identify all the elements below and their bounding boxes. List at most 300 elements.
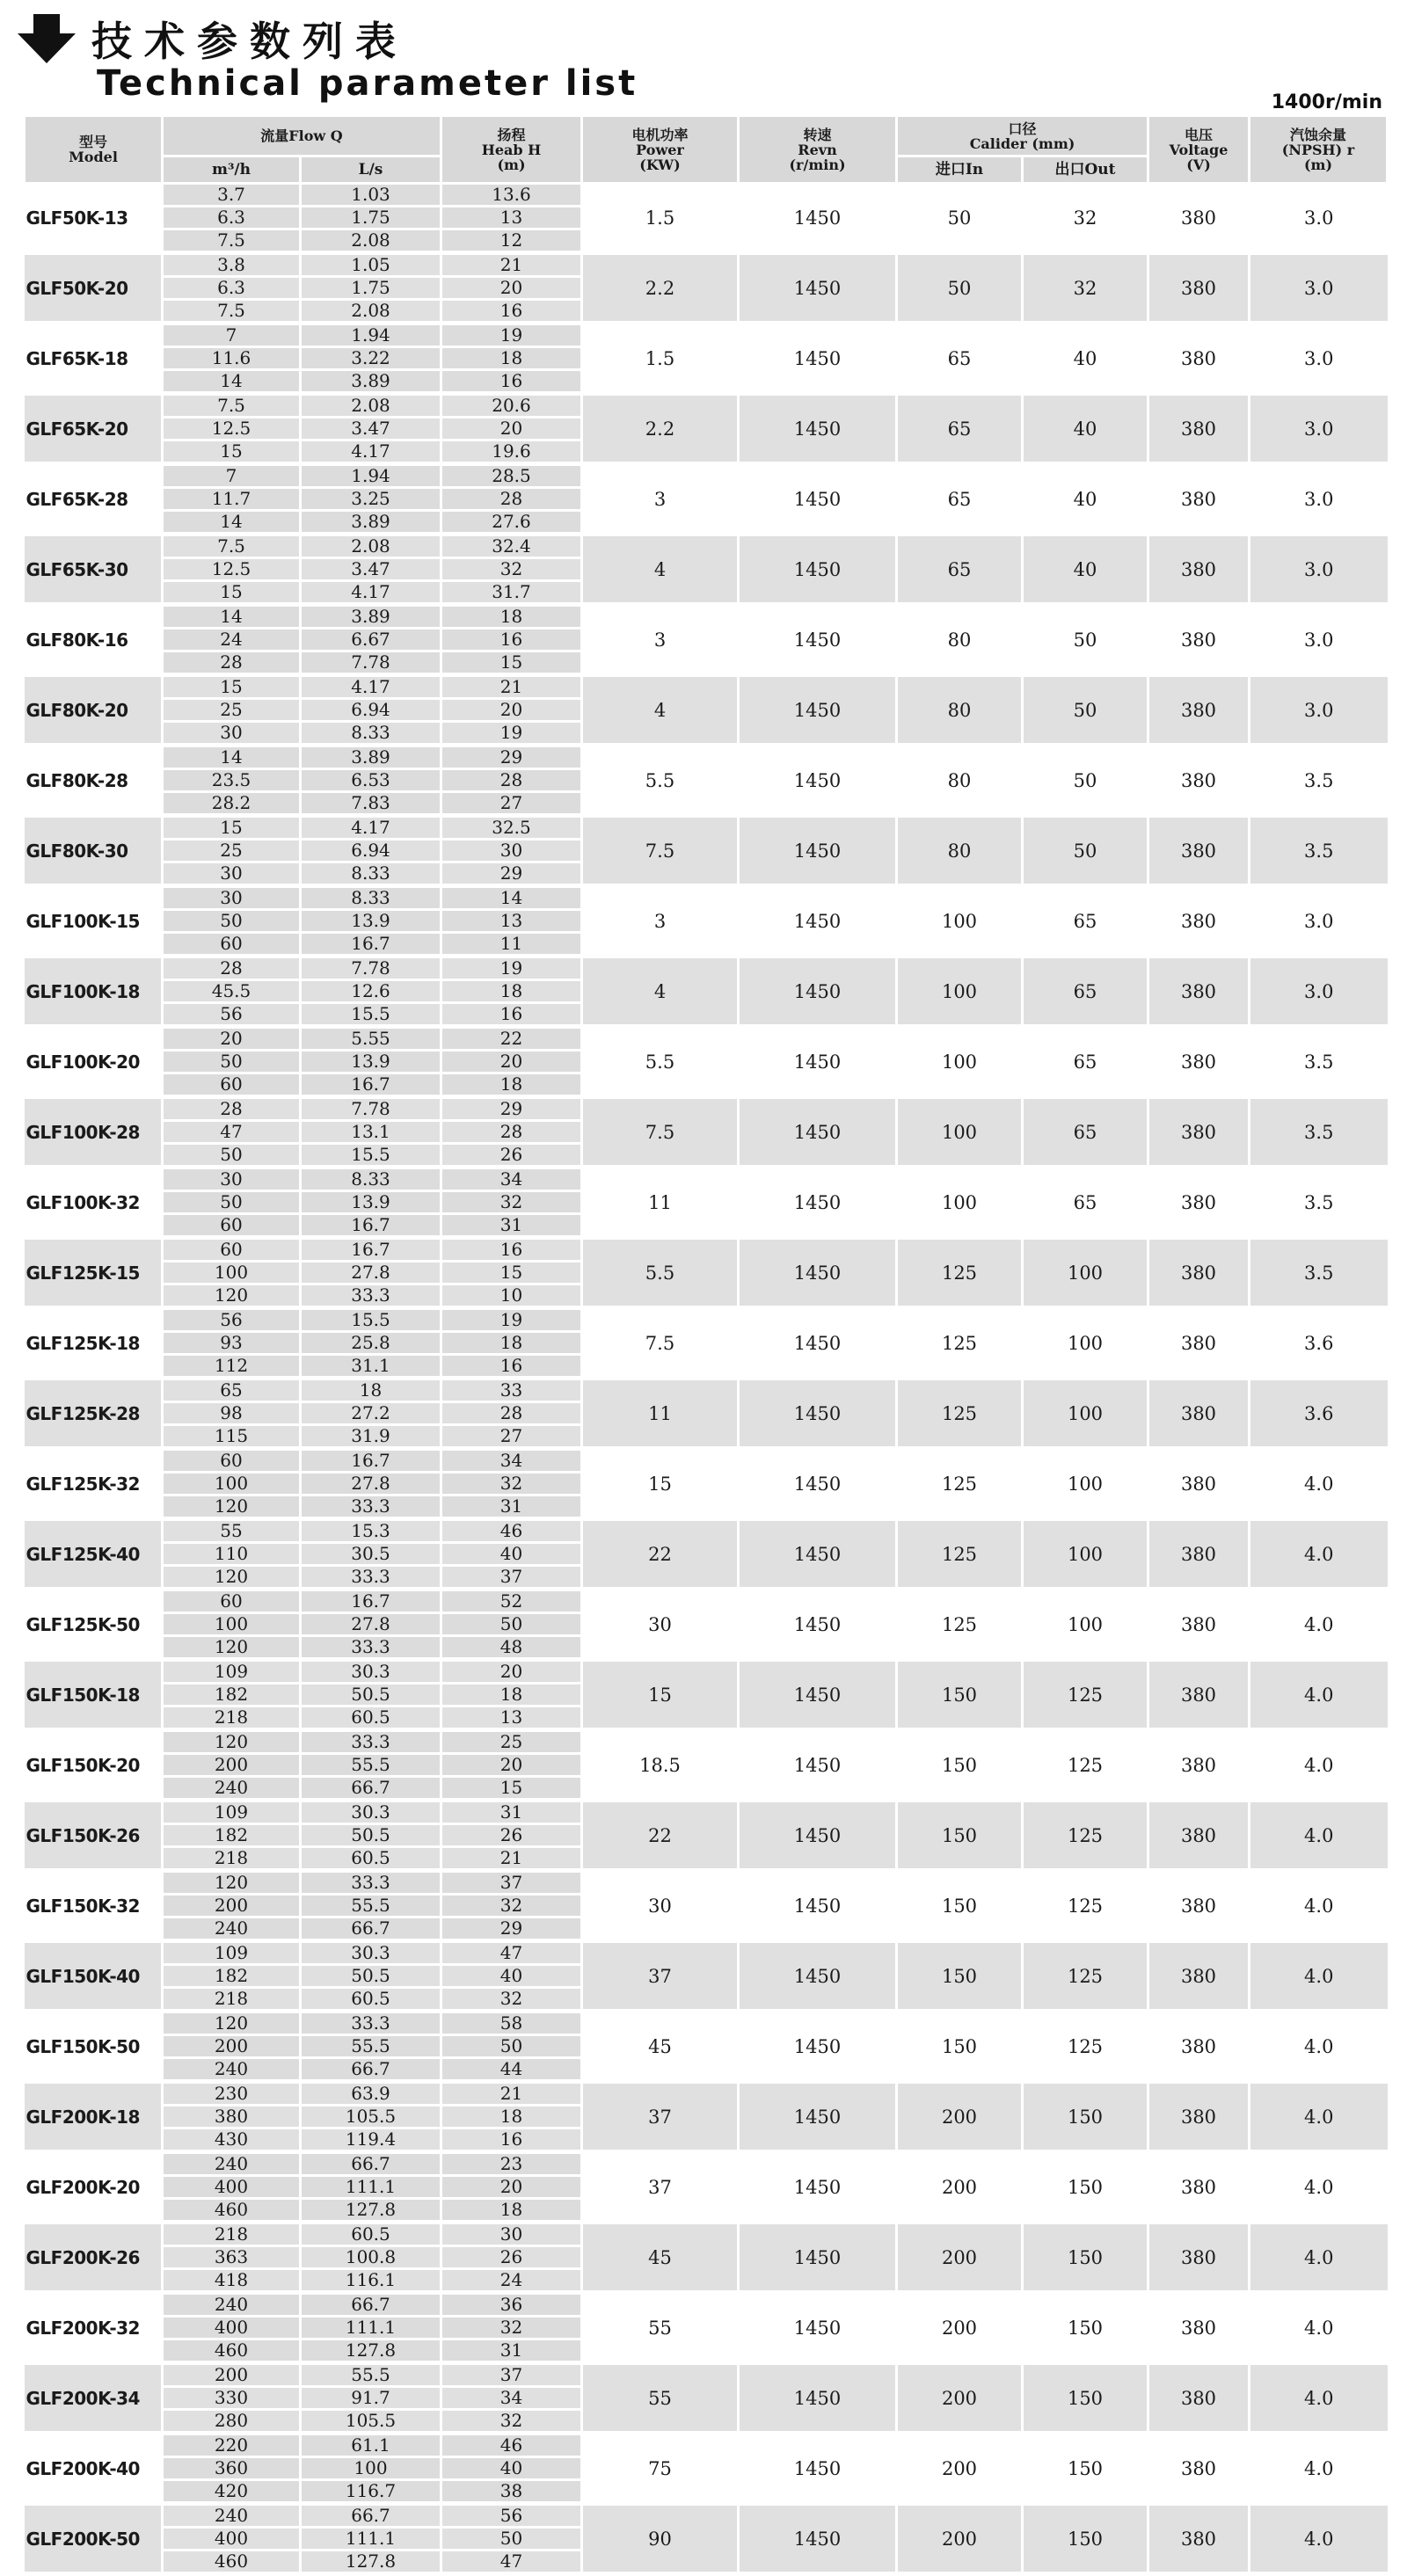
- voltage-cell: 380: [1148, 886, 1250, 957]
- outlet-cell: 50: [1023, 816, 1148, 886]
- speed-note: 1400r/min: [1271, 91, 1382, 113]
- speed-cell: 1450: [739, 816, 897, 886]
- speed-cell: 1450: [739, 464, 897, 535]
- speed-cell: 1450: [739, 1097, 897, 1168]
- flow-ls-cell: 2.08: [301, 300, 441, 324]
- table-row: [25, 1590, 1388, 1613]
- outlet-cell: 150: [1023, 2152, 1148, 2223]
- flow-m3h-cell: 120: [163, 1566, 301, 1590]
- flow-ls-cell: 55.5: [301, 1754, 441, 1777]
- inlet-cell: 80: [897, 746, 1023, 816]
- head-cell: 16: [441, 1355, 582, 1379]
- model-cell: GLF125K-18: [25, 1308, 163, 1379]
- npsh-cell: 3.0: [1250, 184, 1388, 253]
- head-cell: 19: [441, 957, 582, 980]
- npsh-cell: 3.0: [1250, 886, 1388, 957]
- power-cell: 5.5: [582, 746, 739, 816]
- table-row: [25, 1238, 1388, 1262]
- flow-m3h-cell: 182: [163, 1824, 301, 1847]
- head-cell: 24: [441, 2269, 582, 2293]
- head-cell: 20: [441, 2176, 582, 2199]
- table-row: [25, 2152, 1388, 2176]
- head-cell: 33: [441, 1379, 582, 1402]
- head-cell: 10: [441, 1284, 582, 1308]
- flow-m3h-cell: 400: [163, 2317, 301, 2340]
- flow-m3h-cell: 109: [163, 1801, 301, 1824]
- model-cell: GLF65K-28: [25, 464, 163, 535]
- npsh-cell: 3.5: [1250, 1097, 1388, 1168]
- head-cell: 12: [441, 229, 582, 253]
- speed-cell: 1450: [739, 184, 897, 253]
- outlet-cell: 100: [1023, 1449, 1148, 1519]
- flow-ls-cell: 13.9: [301, 1191, 441, 1214]
- voltage-cell: 380: [1148, 2082, 1250, 2152]
- flow-m3h-cell: 15: [163, 816, 301, 840]
- flow-ls-cell: 4.17: [301, 581, 441, 605]
- head-cell: 13: [441, 1706, 582, 1730]
- flow-ls-cell: 2.08: [301, 229, 441, 253]
- flow-m3h-cell: 60: [163, 933, 301, 957]
- flow-ls-cell: 16.7: [301, 1590, 441, 1613]
- head-cell: 40: [441, 2457, 582, 2480]
- speed-cell: 1450: [739, 1871, 897, 1941]
- head-cell: 19: [441, 722, 582, 746]
- flow-ls-cell: 2.08: [301, 535, 441, 558]
- flow-ls-cell: 2.08: [301, 394, 441, 418]
- flow-m3h-cell: 218: [163, 1847, 301, 1871]
- flow-m3h-cell: 56: [163, 1003, 301, 1027]
- head-cell: 50: [441, 2035, 582, 2058]
- flow-ls-cell: 33.3: [301, 1495, 441, 1519]
- head-cell: 28: [441, 769, 582, 792]
- flow-ls-cell: 100.8: [301, 2246, 441, 2269]
- npsh-cell: 4.0: [1250, 2012, 1388, 2082]
- table-row: [25, 2504, 1388, 2528]
- flow-ls-cell: 105.5: [301, 2410, 441, 2434]
- flow-m3h-cell: 11.7: [163, 488, 301, 511]
- table-row: [25, 184, 1388, 207]
- flow-m3h-cell: 20: [163, 1027, 301, 1051]
- voltage-cell: 380: [1148, 324, 1250, 394]
- flow-m3h-cell: 240: [163, 1777, 301, 1801]
- speed-cell: 1450: [739, 1027, 897, 1097]
- npsh-cell: 4.0: [1250, 2363, 1388, 2434]
- head-cell: 15: [441, 651, 582, 675]
- flow-ls-cell: 55.5: [301, 2363, 441, 2387]
- head-cell: 18: [441, 605, 582, 629]
- head-cell: 27: [441, 1425, 582, 1449]
- flow-m3h-cell: 60: [163, 1590, 301, 1613]
- model-cell: GLF65K-18: [25, 324, 163, 394]
- outlet-cell: 65: [1023, 957, 1148, 1027]
- head-cell: 34: [441, 1168, 582, 1191]
- flow-m3h-cell: 45.5: [163, 980, 301, 1003]
- voltage-cell: 380: [1148, 1590, 1250, 1660]
- head-cell: 18: [441, 980, 582, 1003]
- npsh-cell: 4.0: [1250, 2223, 1388, 2293]
- speed-cell: 1450: [739, 886, 897, 957]
- head-cell: 20.6: [441, 394, 582, 418]
- head-cell: 26: [441, 1824, 582, 1847]
- head-cell: 47: [441, 2551, 582, 2574]
- table-row: [25, 1801, 1388, 1824]
- speed-cell: 1450: [739, 675, 897, 746]
- flow-ls-cell: 16.7: [301, 1214, 441, 1238]
- flow-m3h-cell: 120: [163, 2012, 301, 2035]
- inlet-cell: 125: [897, 1379, 1023, 1449]
- speed-cell: 1450: [739, 2082, 897, 2152]
- npsh-cell: 3.0: [1250, 535, 1388, 605]
- outlet-cell: 150: [1023, 2434, 1148, 2504]
- voltage-cell: 380: [1148, 1308, 1250, 1379]
- flow-ls-cell: 3.89: [301, 511, 441, 535]
- outlet-cell: 125: [1023, 1941, 1148, 2012]
- flow-ls-cell: 63.9: [301, 2082, 441, 2106]
- voltage-cell: 380: [1148, 816, 1250, 886]
- flow-m3h-cell: 50: [163, 1191, 301, 1214]
- flow-m3h-cell: 120: [163, 1284, 301, 1308]
- head-cell: 16: [441, 2128, 582, 2152]
- flow-m3h-cell: 363: [163, 2246, 301, 2269]
- flow-m3h-cell: 30: [163, 722, 301, 746]
- head-cell: 34: [441, 1449, 582, 1473]
- title-row: [18, 12, 408, 65]
- outlet-cell: 65: [1023, 1168, 1148, 1238]
- model-cell: GLF200K-50: [25, 2504, 163, 2574]
- head-cell: 32: [441, 2410, 582, 2434]
- outlet-cell: 125: [1023, 1871, 1148, 1941]
- power-cell: 30: [582, 1871, 739, 1941]
- header-model: 型号 Model: [25, 116, 163, 184]
- voltage-cell: 380: [1148, 2434, 1250, 2504]
- voltage-cell: 380: [1148, 746, 1250, 816]
- speed-cell: 1450: [739, 746, 897, 816]
- power-cell: 15: [582, 1449, 739, 1519]
- flow-m3h-cell: 240: [163, 2152, 301, 2176]
- header-flow-m3h: m³/h: [163, 156, 301, 184]
- title-chinese: 技术参数列表: [91, 18, 408, 65]
- flow-ls-cell: 7.78: [301, 651, 441, 675]
- inlet-cell: 80: [897, 675, 1023, 746]
- head-cell: 32: [441, 558, 582, 581]
- flow-ls-cell: 33.3: [301, 2012, 441, 2035]
- flow-ls-cell: 66.7: [301, 1777, 441, 1801]
- voltage-cell: 380: [1148, 1168, 1250, 1238]
- table-row: [25, 1308, 1388, 1332]
- speed-cell: 1450: [739, 1379, 897, 1449]
- flow-m3h-cell: 120: [163, 1871, 301, 1895]
- head-cell: 21: [441, 253, 582, 277]
- head-cell: 18: [441, 1332, 582, 1355]
- power-cell: 7.5: [582, 1097, 739, 1168]
- inlet-cell: 125: [897, 1308, 1023, 1379]
- inlet-cell: 50: [897, 253, 1023, 324]
- flow-ls-cell: 6.67: [301, 629, 441, 651]
- head-cell: 13: [441, 910, 582, 933]
- model-cell: GLF150K-26: [25, 1801, 163, 1871]
- flow-ls-cell: 13.9: [301, 910, 441, 933]
- flow-m3h-cell: 65: [163, 1379, 301, 1402]
- flow-m3h-cell: 7: [163, 464, 301, 488]
- head-cell: 26: [441, 1144, 582, 1168]
- flow-ls-cell: 66.7: [301, 2293, 441, 2317]
- table-row: [25, 816, 1388, 840]
- flow-ls-cell: 16.7: [301, 1073, 441, 1097]
- head-cell: 52: [441, 1590, 582, 1613]
- flow-m3h-cell: 11.6: [163, 347, 301, 370]
- voltage-cell: 380: [1148, 605, 1250, 675]
- head-cell: 23: [441, 2152, 582, 2176]
- flow-m3h-cell: 112: [163, 1355, 301, 1379]
- flow-m3h-cell: 60: [163, 1449, 301, 1473]
- head-cell: 19: [441, 324, 582, 347]
- head-cell: 38: [441, 2480, 582, 2504]
- model-cell: GLF100K-20: [25, 1027, 163, 1097]
- outlet-cell: 40: [1023, 394, 1148, 464]
- speed-cell: 1450: [739, 1238, 897, 1308]
- speed-cell: 1450: [739, 1449, 897, 1519]
- flow-ls-cell: 27.2: [301, 1402, 441, 1425]
- inlet-cell: 65: [897, 464, 1023, 535]
- model-cell: GLF200K-26: [25, 2223, 163, 2293]
- outlet-cell: 150: [1023, 2082, 1148, 2152]
- flow-ls-cell: 4.17: [301, 440, 441, 464]
- flow-m3h-cell: 23.5: [163, 769, 301, 792]
- speed-cell: 1450: [739, 2012, 897, 2082]
- flow-ls-cell: 1.75: [301, 207, 441, 229]
- head-cell: 18: [441, 1684, 582, 1706]
- head-cell: 31: [441, 1495, 582, 1519]
- power-cell: 55: [582, 2363, 739, 2434]
- outlet-cell: 65: [1023, 886, 1148, 957]
- head-cell: 18: [441, 2199, 582, 2223]
- power-cell: 45: [582, 2012, 739, 2082]
- model-cell: GLF50K-13: [25, 184, 163, 253]
- header-inlet: 进口In: [897, 156, 1023, 184]
- flow-ls-cell: 8.33: [301, 1168, 441, 1191]
- flow-m3h-cell: 280: [163, 2410, 301, 2434]
- voltage-cell: 380: [1148, 957, 1250, 1027]
- outlet-cell: 40: [1023, 535, 1148, 605]
- flow-ls-cell: 8.33: [301, 862, 441, 886]
- flow-m3h-cell: 100: [163, 1473, 301, 1495]
- head-cell: 46: [441, 2434, 582, 2457]
- table-row: [25, 464, 1388, 488]
- npsh-cell: 4.0: [1250, 1590, 1388, 1660]
- head-cell: 21: [441, 2082, 582, 2106]
- voltage-cell: 380: [1148, 2152, 1250, 2223]
- flow-m3h-cell: 230: [163, 2082, 301, 2106]
- voltage-cell: 380: [1148, 675, 1250, 746]
- table-row: [25, 1379, 1388, 1402]
- head-cell: 30: [441, 2223, 582, 2246]
- inlet-cell: 150: [897, 1941, 1023, 2012]
- head-cell: 16: [441, 629, 582, 651]
- flow-m3h-cell: 55: [163, 1519, 301, 1543]
- flow-ls-cell: 105.5: [301, 2106, 441, 2128]
- head-cell: 26: [441, 2246, 582, 2269]
- model-cell: GLF80K-20: [25, 675, 163, 746]
- outlet-cell: 150: [1023, 2293, 1148, 2363]
- npsh-cell: 4.0: [1250, 1801, 1388, 1871]
- head-cell: 46: [441, 1519, 582, 1543]
- flow-ls-cell: 16.7: [301, 1449, 441, 1473]
- model-cell: GLF125K-28: [25, 1379, 163, 1449]
- head-cell: 28: [441, 1402, 582, 1425]
- head-cell: 16: [441, 370, 582, 394]
- power-cell: 55: [582, 2293, 739, 2363]
- flow-ls-cell: 50.5: [301, 1684, 441, 1706]
- head-cell: 30: [441, 840, 582, 862]
- outlet-cell: 125: [1023, 2012, 1148, 2082]
- flow-ls-cell: 3.47: [301, 558, 441, 581]
- head-cell: 22: [441, 1027, 582, 1051]
- voltage-cell: 380: [1148, 1801, 1250, 1871]
- voltage-cell: 380: [1148, 1449, 1250, 1519]
- voltage-cell: 380: [1148, 1379, 1250, 1449]
- inlet-cell: 200: [897, 2363, 1023, 2434]
- inlet-cell: 150: [897, 1801, 1023, 1871]
- table-row: [25, 1449, 1388, 1473]
- npsh-cell: 4.0: [1250, 1660, 1388, 1730]
- head-cell: 32.5: [441, 816, 582, 840]
- power-cell: 1.5: [582, 184, 739, 253]
- speed-cell: 1450: [739, 2504, 897, 2574]
- speed-cell: 1450: [739, 1801, 897, 1871]
- flow-m3h-cell: 14: [163, 746, 301, 769]
- npsh-cell: 4.0: [1250, 2504, 1388, 2574]
- outlet-cell: 150: [1023, 2363, 1148, 2434]
- flow-ls-cell: 27.8: [301, 1613, 441, 1636]
- model-cell: GLF65K-30: [25, 535, 163, 605]
- head-cell: 27.6: [441, 511, 582, 535]
- power-cell: 3: [582, 605, 739, 675]
- inlet-cell: 125: [897, 1519, 1023, 1590]
- flow-m3h-cell: 100: [163, 1262, 301, 1284]
- power-cell: 37: [582, 1941, 739, 2012]
- head-cell: 32.4: [441, 535, 582, 558]
- head-cell: 20: [441, 418, 582, 440]
- flow-ls-cell: 30.3: [301, 1941, 441, 1965]
- flow-ls-cell: 116.1: [301, 2269, 441, 2293]
- outlet-cell: 32: [1023, 253, 1148, 324]
- flow-ls-cell: 7.78: [301, 1097, 441, 1121]
- inlet-cell: 65: [897, 394, 1023, 464]
- flow-ls-cell: 61.1: [301, 2434, 441, 2457]
- flow-ls-cell: 33.3: [301, 1730, 441, 1754]
- npsh-cell: 4.0: [1250, 1519, 1388, 1590]
- outlet-cell: 100: [1023, 1519, 1148, 1590]
- header-voltage: 电压 Voltage (V): [1148, 116, 1250, 184]
- header-outlet: 出口Out: [1023, 156, 1148, 184]
- voltage-cell: 380: [1148, 1238, 1250, 1308]
- inlet-cell: 200: [897, 2152, 1023, 2223]
- flow-ls-cell: 111.1: [301, 2528, 441, 2551]
- flow-ls-cell: 15.5: [301, 1308, 441, 1332]
- head-cell: 32: [441, 1473, 582, 1495]
- voltage-cell: 380: [1148, 1027, 1250, 1097]
- head-cell: 20: [441, 1660, 582, 1684]
- table-row: [25, 2434, 1388, 2457]
- flow-m3h-cell: 120: [163, 1730, 301, 1754]
- flow-m3h-cell: 460: [163, 2551, 301, 2574]
- flow-ls-cell: 12.6: [301, 980, 441, 1003]
- power-cell: 75: [582, 2434, 739, 2504]
- flow-m3h-cell: 3.8: [163, 253, 301, 277]
- npsh-cell: 4.0: [1250, 1871, 1388, 1941]
- header-caliber: 口径 Calider (mm): [897, 116, 1148, 156]
- flow-m3h-cell: 25: [163, 840, 301, 862]
- header-power: 电机功率 Power (KW): [582, 116, 739, 184]
- flow-m3h-cell: 6.3: [163, 207, 301, 229]
- table-row: [25, 2223, 1388, 2246]
- head-cell: 29: [441, 1097, 582, 1121]
- flow-ls-cell: 4.17: [301, 816, 441, 840]
- head-cell: 19.6: [441, 440, 582, 464]
- power-cell: 7.5: [582, 1308, 739, 1379]
- head-cell: 31: [441, 2340, 582, 2363]
- speed-cell: 1450: [739, 2223, 897, 2293]
- flow-m3h-cell: 240: [163, 2504, 301, 2528]
- speed-cell: 1450: [739, 535, 897, 605]
- model-cell: GLF150K-32: [25, 1871, 163, 1941]
- npsh-cell: 3.0: [1250, 605, 1388, 675]
- flow-m3h-cell: 14: [163, 370, 301, 394]
- voltage-cell: 380: [1148, 2504, 1250, 2574]
- flow-m3h-cell: 400: [163, 2176, 301, 2199]
- flow-m3h-cell: 218: [163, 1988, 301, 2012]
- flow-m3h-cell: 50: [163, 1144, 301, 1168]
- flow-ls-cell: 66.7: [301, 2152, 441, 2176]
- inlet-cell: 125: [897, 1449, 1023, 1519]
- flow-ls-cell: 3.47: [301, 418, 441, 440]
- flow-ls-cell: 50.5: [301, 1965, 441, 1988]
- flow-m3h-cell: 460: [163, 2199, 301, 2223]
- flow-ls-cell: 5.55: [301, 1027, 441, 1051]
- flow-m3h-cell: 182: [163, 1684, 301, 1706]
- flow-m3h-cell: 420: [163, 2480, 301, 2504]
- model-cell: GLF50K-20: [25, 253, 163, 324]
- parameter-table: [23, 114, 1389, 2576]
- model-cell: GLF125K-15: [25, 1238, 163, 1308]
- head-cell: 20: [441, 277, 582, 300]
- head-cell: 11: [441, 933, 582, 957]
- npsh-cell: 3.0: [1250, 394, 1388, 464]
- outlet-cell: 50: [1023, 746, 1148, 816]
- outlet-cell: 100: [1023, 1238, 1148, 1308]
- table-row: [25, 324, 1388, 347]
- head-cell: 18: [441, 2106, 582, 2128]
- outlet-cell: 100: [1023, 1590, 1148, 1660]
- power-cell: 4: [582, 675, 739, 746]
- npsh-cell: 4.0: [1250, 2293, 1388, 2363]
- model-cell: GLF125K-32: [25, 1449, 163, 1519]
- model-cell: GLF150K-20: [25, 1730, 163, 1801]
- header-npsh: 汽蚀余量 (NPSH) r (m): [1250, 116, 1388, 184]
- flow-ls-cell: 30.5: [301, 1543, 441, 1566]
- table-row: [25, 1168, 1388, 1191]
- flow-ls-cell: 18: [301, 1379, 441, 1402]
- voltage-cell: 380: [1148, 535, 1250, 605]
- flow-ls-cell: 66.7: [301, 2504, 441, 2528]
- inlet-cell: 200: [897, 2504, 1023, 2574]
- flow-m3h-cell: 430: [163, 2128, 301, 2152]
- head-cell: 28: [441, 1121, 582, 1144]
- outlet-cell: 125: [1023, 1730, 1148, 1801]
- inlet-cell: 200: [897, 2223, 1023, 2293]
- outlet-cell: 50: [1023, 675, 1148, 746]
- inlet-cell: 150: [897, 1871, 1023, 1941]
